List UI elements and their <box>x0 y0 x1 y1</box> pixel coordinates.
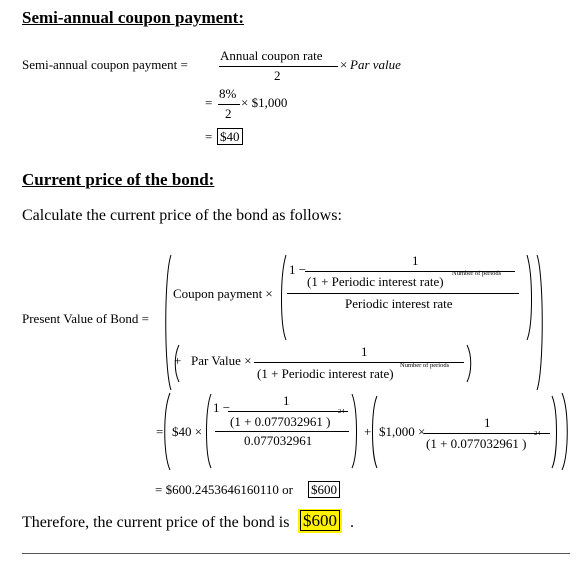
plus-sign: + <box>174 353 182 368</box>
pv-lhs: Present Value of Bond = <box>22 311 149 326</box>
semi-denominator: 2 <box>274 68 281 83</box>
semi-times-amount: × $1,000 <box>241 95 288 110</box>
rate-value: 0.077032961 <box>244 433 313 448</box>
semi-annual-lhs: Semi-annual coupon payment = <box>22 57 188 72</box>
plus-sign-2: + <box>364 424 372 439</box>
semi-rate: 8% <box>219 86 237 101</box>
one-plus-rate: (1 + Periodic interest rate) <box>307 274 444 289</box>
price-heading: Current price of the bond: <box>22 170 215 189</box>
base-1: (1 + 0.077032961 ) <box>230 414 331 429</box>
result-box: $600 <box>308 481 340 498</box>
semi-times: × <box>340 57 348 72</box>
annuity-one-2: 1 <box>283 393 290 408</box>
par-amount: $1,000 × <box>379 424 426 439</box>
periods-exponent: Number of periods <box>452 270 502 277</box>
par-label: Par Value × <box>191 353 252 368</box>
semi-eq: = <box>205 95 213 110</box>
numeric-eq: = <box>156 424 164 439</box>
price-intro: Calculate the current price of the bond as follows: <box>22 207 342 224</box>
periodic-rate: Periodic interest rate <box>345 296 453 311</box>
semi-result: $40 <box>217 128 243 145</box>
one-minus-2: 1 − <box>213 400 231 415</box>
periods-exponent-2: Number of periods <box>400 362 450 369</box>
conclusion-text: Therefore, the current price of the bond is <box>22 514 290 531</box>
semi-annual-heading: Semi-annual coupon payment: <box>22 8 244 27</box>
base-2: (1 + 0.077032961 ) <box>426 436 527 451</box>
semi-numerator: Annual coupon rate <box>220 48 323 63</box>
result-line: = $600.2453646160110 or <box>155 482 293 497</box>
annuity-one: 1 <box>412 253 419 268</box>
semi-par-value: Par value <box>350 57 401 72</box>
final-answer-highlight <box>298 509 342 533</box>
final-answer: $600 <box>300 510 340 531</box>
par-one-2: 1 <box>484 415 491 430</box>
exponent-1: 24 <box>338 408 345 415</box>
exponent-2: 24 <box>534 430 541 437</box>
one-plus-rate-2: (1 + Periodic interest rate) <box>257 366 394 381</box>
semi-den2: 2 <box>225 106 232 121</box>
final-period: . <box>350 514 354 531</box>
coupon-amount: $40 × <box>172 424 203 439</box>
bottom-divider <box>22 553 570 554</box>
coupon-label: Coupon payment × <box>173 286 273 301</box>
semi-eq2: = <box>205 129 213 144</box>
one-minus: 1 − <box>289 262 307 277</box>
par-one: 1 <box>361 344 368 359</box>
